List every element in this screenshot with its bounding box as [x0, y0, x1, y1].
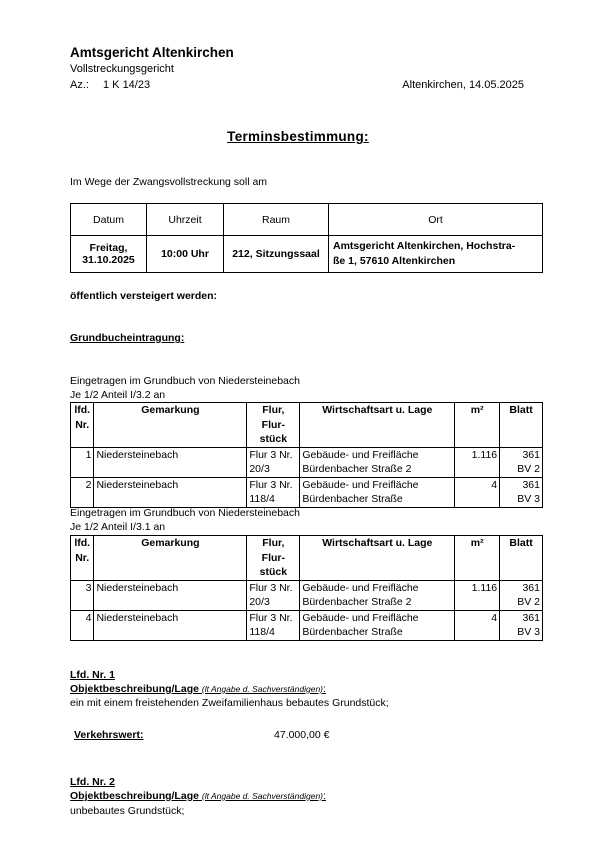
place-and-date: Altenkirchen, 14.05.2025: [402, 79, 524, 91]
appointment-room: 212, Sitzungssaal: [224, 236, 329, 273]
land-register-table-2: [70, 535, 543, 641]
cell-qm: 1.116: [455, 447, 500, 477]
cell-gemarkung: Niedersteinebach: [94, 477, 247, 507]
cell-blatt: 361 BV 3: [500, 610, 543, 640]
market-value: 47.000,00 €: [274, 729, 330, 741]
cell-lage: Gebäude- und Freifläche Bürdenbacher Straße: [300, 477, 455, 507]
intro-text: Im Wege der Zwangsvollstreckung soll am: [70, 176, 268, 188]
description-note: (lt Angabe d. Sachverständigen): [201, 684, 323, 694]
appointment-time: 10:00 Uhr: [147, 236, 224, 273]
object-1-number: Lfd. Nr. 1: [70, 669, 115, 681]
auction-statement: öffentlich versteigert werden:: [70, 290, 218, 302]
object-2-number: Lfd. Nr. 2: [70, 776, 115, 788]
header-qm: m²: [455, 536, 500, 581]
header-uhrzeit: Uhrzeit: [147, 204, 224, 236]
description-note: (lt Angabe d. Sachverständigen): [201, 791, 323, 801]
cell-gemarkung: Niedersteinebach: [94, 610, 247, 640]
description-label-text: Objektbeschreibung/Lage: [70, 790, 199, 802]
cell-flurstueck: Flur 3 Nr. 118/4: [247, 610, 300, 640]
header-gemarkung: Gemarkung: [94, 536, 247, 581]
cell-lfd-nr: 3: [71, 580, 94, 610]
cell-lfd-nr: 1: [71, 447, 94, 477]
object-2-description: unbebautes Grundstück;: [70, 805, 185, 817]
header-gemarkung: Gemarkung: [94, 403, 247, 448]
land-register-heading: Grundbucheintragung:: [70, 332, 185, 344]
register-2-line1: Eingetragen im Grundbuch von Niedersteinebach: [70, 507, 300, 519]
cell-gemarkung: Niedersteinebach: [94, 580, 247, 610]
object-1-description: ein mit einem freistehenden Zweifamilienhaus bebautes Grundstück;: [70, 697, 389, 709]
object-1-description-label: Objektbeschreibung/Lage (lt Angabe d. Sachverständigen):: [70, 683, 326, 695]
register-2-line2: Je 1/2 Anteil I/3.1 an: [70, 521, 166, 533]
description-label-text: Objektbeschreibung/Lage: [70, 683, 199, 695]
register-1-line2: Je 1/2 Anteil I/3.2 an: [70, 389, 166, 401]
header-blatt: Blatt: [500, 403, 543, 448]
cell-lage: Gebäude- und Freifläche Bürdenbacher Straße 2: [300, 447, 455, 477]
table-row: [71, 580, 543, 610]
cell-qm: 4: [455, 610, 500, 640]
file-number-label: Az.:: [70, 79, 89, 91]
appointment-weekday: Freitag,: [89, 242, 128, 254]
appointment-date: [71, 236, 147, 273]
appointment-date-value: 31.10.2025: [82, 254, 135, 266]
court-name: Amtsgericht Altenkirchen: [70, 45, 234, 60]
header-wirtschaftsart: Wirtschaftsart u. Lage: [300, 536, 455, 581]
cell-lage: Gebäude- und Freifläche Bürdenbacher Straße 2: [300, 580, 455, 610]
market-value-label: Verkehrswert:: [74, 729, 144, 741]
header-wirtschaftsart: Wirtschaftsart u. Lage: [300, 403, 455, 448]
header-lfd-nr: lfd. Nr.: [71, 403, 94, 448]
table-row: [71, 610, 543, 640]
cell-blatt: 361 BV 2: [500, 580, 543, 610]
appointment-place-line2: ße 1, 57610 Altenkirchen: [333, 255, 456, 267]
header-blatt: Blatt: [500, 536, 543, 581]
table-header-row: [71, 403, 543, 448]
file-number: 1 K 14/23: [103, 79, 151, 91]
header-flurstueck: Flur, Flur- stück: [247, 403, 300, 448]
table-row: [71, 477, 543, 507]
cell-lage: Gebäude- und Freifläche Bürdenbacher Straße: [300, 610, 455, 640]
document-title: Terminsbestimmung:: [227, 129, 369, 144]
header-flurstueck: Flur, Flur- stück: [247, 536, 300, 581]
cell-lfd-nr: 2: [71, 477, 94, 507]
object-2-description-label: Objektbeschreibung/Lage (lt Angabe d. Sachverständigen):: [70, 790, 326, 802]
cell-lfd-nr: 4: [71, 610, 94, 640]
appointment-header-row: [71, 204, 543, 236]
table-row: [71, 447, 543, 477]
land-register-table-1: [70, 402, 543, 508]
table-header-row: [71, 536, 543, 581]
cell-flurstueck: Flur 3 Nr. 20/3: [247, 580, 300, 610]
cell-flurstueck: Flur 3 Nr. 118/4: [247, 477, 300, 507]
header-datum: Datum: [71, 204, 147, 236]
register-1-line1: Eingetragen im Grundbuch von Niedersteinebach: [70, 375, 300, 387]
cell-gemarkung: Niedersteinebach: [94, 447, 247, 477]
cell-qm: 4: [455, 477, 500, 507]
header-lfd-nr: lfd. Nr.: [71, 536, 94, 581]
cell-flurstueck: Flur 3 Nr. 20/3: [247, 447, 300, 477]
header-raum: Raum: [224, 204, 329, 236]
cell-blatt: 361 BV 3: [500, 477, 543, 507]
cell-qm: 1.116: [455, 580, 500, 610]
header-ort: Ort: [329, 204, 543, 236]
appointment-place-line1: Amtsgericht Altenkirchen, Hochstra-: [333, 240, 516, 252]
cell-blatt: 361 BV 2: [500, 447, 543, 477]
court-department: Vollstreckungsgericht: [70, 63, 174, 75]
header-qm: m²: [455, 403, 500, 448]
appointment-table: [70, 203, 543, 273]
appointment-place: [329, 236, 543, 273]
appointment-value-row: [71, 236, 543, 273]
